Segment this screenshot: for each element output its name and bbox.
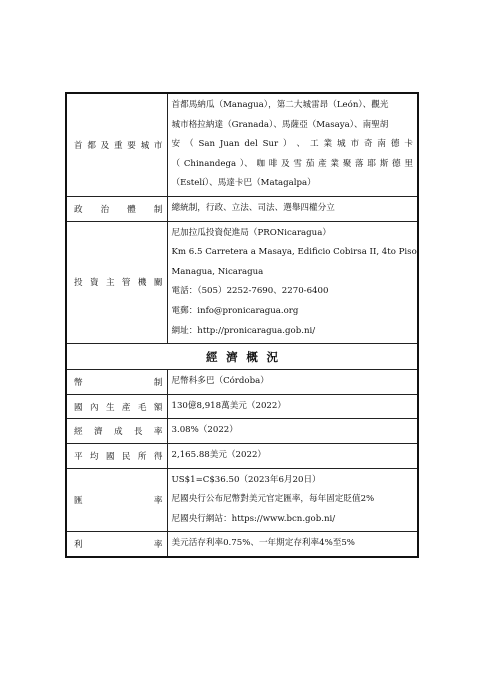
row-label: 投 資 主 管 機 關 [74, 278, 163, 289]
row-value-cell [167, 443, 418, 468]
info-row [66, 196, 418, 221]
row-label-cell [66, 419, 167, 444]
row-label-cell [66, 196, 167, 221]
row-label: 政 治 體 制 [74, 204, 163, 215]
row-value-line: 安 （ San Juan del Sur ） 、 工 業 城 市 奇 南 德 卡 [171, 139, 413, 150]
row-label-cell [66, 532, 167, 557]
row-value-line: 2,165.88美元（2022） [171, 449, 267, 460]
row-value-line: US$1=C$36.50（2023年6月20日） [171, 474, 321, 485]
row-value-cell [167, 196, 418, 221]
section-header-row [66, 344, 418, 370]
row-value-line: 尼國央行公布尼幣對美元官定匯率，每年固定貶值2% [171, 494, 375, 505]
row-value-line: Km 6.5 Carretera a Masaya, Edificio Cobirsa II, 4to Piso, [171, 247, 420, 258]
row-value-cell [167, 419, 418, 444]
row-label: 首 都 及 重 要 城 市 [74, 140, 163, 151]
info-row [66, 532, 418, 557]
row-label-cell [66, 443, 167, 468]
row-value-cell [167, 370, 418, 395]
info-row [66, 93, 418, 196]
row-label: 經 濟 成 長 率 [74, 427, 163, 438]
row-value-line: 網址：http://pronicaragua.gob.ni/ [171, 325, 316, 336]
info-row [66, 468, 418, 532]
info-row [66, 419, 418, 444]
row-label: 匯 率 [74, 495, 163, 506]
row-value-line: 130億8,918萬美元（2022） [171, 400, 286, 411]
row-label: 國 內 生 產 毛 額 [74, 402, 163, 413]
row-value-line: 總統制，行政、立法、司法、選舉四權分立 [171, 202, 335, 213]
row-label-cell [66, 93, 167, 196]
row-value-line: 美元活存利率0.75%、一年期定存利率4%至5% [171, 538, 355, 549]
row-value-line: 電話：（505）2252-7690、2270-6400 [171, 286, 329, 297]
row-value-cell [167, 93, 418, 196]
row-value-line: （Estelí）、馬達卡巴（Matagalpa） [171, 178, 316, 189]
row-label: 幣 制 [74, 377, 163, 388]
row-value-cell [167, 532, 418, 557]
row-value-line: 尼加拉瓜投資促進局（PRONicaragua） [171, 227, 331, 238]
info-row [66, 370, 418, 395]
info-row [66, 394, 418, 419]
row-value-line: 尼幣科多巴（Córdoba） [171, 376, 269, 387]
row-label: 利 率 [74, 540, 163, 551]
row-value-line: 尼國央行網站：https://www.bcn.gob.ni/ [171, 513, 336, 524]
row-label: 平 均 國 民 所 得 [74, 451, 163, 462]
info-row [66, 221, 418, 344]
row-value-line: Managua, Nicaragua [171, 266, 264, 277]
row-label-cell [66, 221, 167, 344]
row-value-cell [167, 221, 418, 344]
section-title [66, 344, 418, 370]
row-value-line: 首都馬納瓜（Managua），第二大城雷昂（León）、觀光 [171, 100, 389, 110]
row-label-cell [66, 394, 167, 419]
row-value-line: 3.08%（2022） [171, 425, 238, 436]
row-value-cell [167, 468, 418, 532]
row-label-cell [66, 370, 167, 395]
country-info-table [65, 92, 419, 558]
row-value-line: 城市格拉納達（Granada）、馬薩亞（Masaya）、南聖胡 [171, 119, 389, 130]
row-label-cell [66, 468, 167, 532]
section-title-text: 經 濟 概 況 [206, 349, 278, 364]
row-value-cell [167, 394, 418, 419]
row-value-line: （ Chinandega ）、 咖 啡 及 雪 茄 產 業 聚 落 耶 斯 德 里 [171, 158, 413, 169]
row-value-line: 電郵：info@pronicaragua.org [171, 305, 299, 316]
info-row [66, 443, 418, 468]
